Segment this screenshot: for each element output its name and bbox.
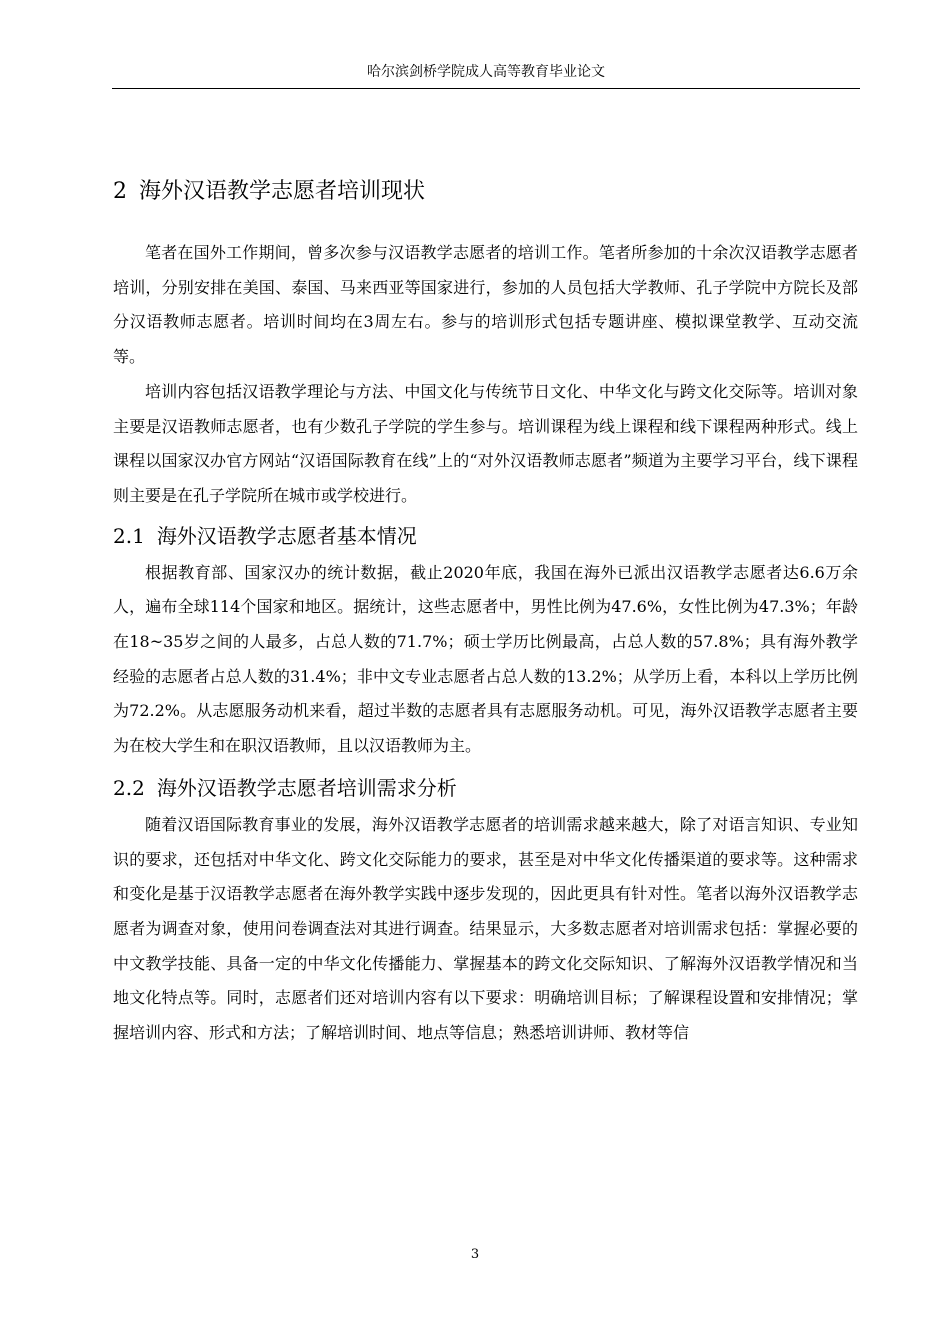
subsection-heading [113, 768, 858, 808]
subsection-title: 海外汉语教学志愿者培训需求分析 [156, 775, 457, 800]
subsection-heading [113, 516, 858, 556]
header-rule [112, 88, 860, 89]
subsection-title: 海外汉语教学志愿者基本情况 [156, 523, 417, 548]
running-header: 哈尔滨剑桥学院成人高等教育毕业论文 [367, 64, 605, 80]
paragraph: 根据教育部、国家汉办的统计数据，截止2020年底，我国在海外已派出汉语教学志愿者达6.6万余人，遍布全球114个国家和地区。据统计，这些志愿者中，男性比例为47.6%，女性比例为47.3%；年龄在18~35岁之间的人最多，占总人数的71.7%；硕士学历比例最高，占总人数的57.8%；具有海外教学经验的志愿者占总人数的31.4%；非中文专业志愿者占总人数的13.2%；从学历上看，本科以上学历比例为72.2%。从志愿服务动机来看，超过半数的志愿者具有志愿服务动机。可见，海外汉语教学志愿者主要为在校大学生和在职汉语教师，且以汉语教师为主。 [113, 562, 858, 756]
subsection-number: 2.1 [113, 523, 145, 548]
paragraph: 培训内容包括汉语教学理论与方法、中国文化与传统节日文化、中华文化与跨文化交际等。培训对象主要是汉语教师志愿者，也有少数孔子学院的学生参与。培训课程为线上课程和线下课程两种形式。线上课程以国家汉办官方网站“汉语国际教育在线”上的“对外汉语教师志愿者”频道为主要学习平台，线下课程则主要是在孔子学院所在城市或学校进行。 [113, 381, 858, 505]
section-heading [113, 168, 858, 216]
subsection-number: 2.2 [113, 775, 145, 800]
page-body [113, 168, 858, 1051]
paragraph: 笔者在国外工作期间，曾多次参与汉语教学志愿者的培训工作。笔者所参加的十余次汉语教学志愿者培训，分别安排在美国、泰国、马来西亚等国家进行，参加的人员包括大学教师、孔子学院中方院长及部分汉语教师志愿者。培训时间均在3周左右。参与的培训形式包括专题讲座、模拟课堂教学、互动交流等。 [113, 243, 858, 367]
page-number: 3 [470, 1247, 480, 1262]
paragraph: 随着汉语国际教育事业的发展，海外汉语教学志愿者的培训需求越来越大，除了对语言知识、专业知识的要求，还包括对中华文化、跨文化交际能力的要求，甚至是对中华文化传播渠道的要求等。这种需求和变化是基于汉语教学志愿者在海外教学实践中逐步发现的，因此更具有针对性。笔者以海外汉语教学志愿者为调查对象，使用问卷调查法对其进行调查。结果显示，大多数志愿者对培训需求包括：掌握必要的中文教学技能、具备一定的中华文化传播能力、掌握基本的跨文化交际知识、了解海外汉语教学情况和当地文化特点等。同时，志愿者们还对培训内容有以下要求：明确培训目标；了解课程设置和安排情况；掌握培训内容、形式和方法；了解培训时间、地点等信息；熟悉培训讲师、教材等信 [113, 814, 858, 1043]
section-title: 海外汉语教学志愿者培训现状 [139, 179, 426, 204]
section-number: 2 [113, 179, 127, 204]
